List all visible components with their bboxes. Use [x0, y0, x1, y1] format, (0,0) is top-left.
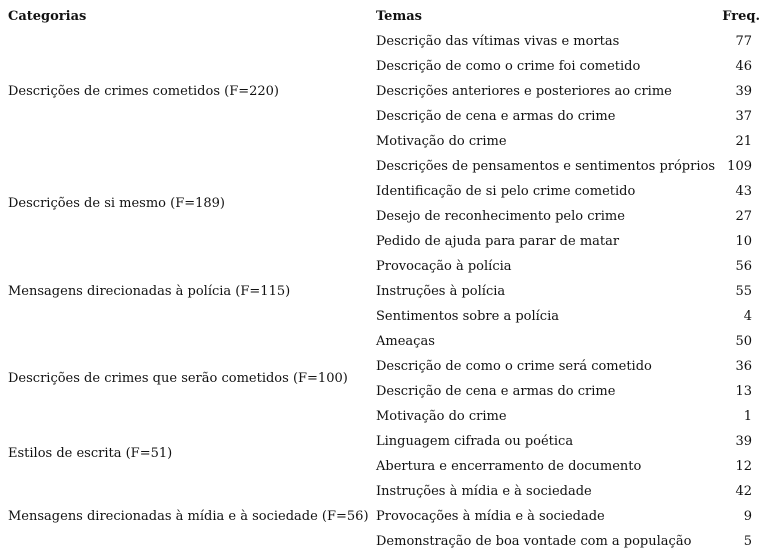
- table-row: [0, 129, 768, 154]
- table-header: [0, 0, 768, 30]
- table-row: [0, 204, 768, 229]
- freq-cell: 46: [735, 59, 752, 74]
- freq-cell: 4: [743, 309, 752, 324]
- table-row: [0, 304, 768, 329]
- freq-cell: 27: [735, 209, 752, 224]
- freq-cell: 109: [727, 159, 752, 174]
- tema-cell: Desejo de reconhecimento pelo crime: [376, 209, 625, 224]
- freq-cell: 36: [735, 359, 752, 374]
- tema-cell: Ameaças: [376, 334, 435, 349]
- category-label: Mensagens direcionadas à polícia (F=115): [8, 283, 291, 299]
- tema-cell: Descrição de como o crime será cometido: [376, 359, 652, 374]
- table-row: [0, 104, 768, 129]
- category-label: Mensagens direcionadas à mídia e à sociedade (F=56): [8, 508, 369, 524]
- tema-cell: Provocação à polícia: [376, 259, 512, 274]
- tema-cell: Sentimentos sobre a polícia: [376, 309, 559, 324]
- category-label: Descrições de crimes que serão cometidos (F=100): [8, 371, 348, 386]
- tema-cell: Motivação do crime: [376, 409, 507, 424]
- freq-cell: 43: [735, 184, 752, 199]
- table-row: [0, 379, 768, 404]
- freq-cell: 13: [735, 384, 752, 399]
- table-row: [0, 404, 768, 429]
- table-row: [0, 454, 768, 479]
- category-label: Descrições de si mesmo (F=189): [8, 196, 226, 211]
- table-row: [0, 354, 768, 379]
- table-row: [0, 429, 768, 461]
- freq-cell: 21: [735, 134, 752, 149]
- freq-cell: 9: [743, 509, 752, 524]
- table-row: [0, 529, 768, 554]
- tema-cell: Instruções à polícia: [376, 284, 506, 299]
- tema-cell: Pedido de ajuda para parar de matar: [376, 234, 620, 249]
- freq-cell: 50: [735, 334, 752, 349]
- freq-cell: 1: [743, 409, 752, 424]
- table-body: [0, 29, 768, 554]
- header-freq: Freq.: [722, 9, 760, 24]
- freq-cell: 12: [735, 459, 752, 474]
- tema-cell: Provocações à mídia e à sociedade: [376, 509, 605, 524]
- table-row: [0, 504, 768, 529]
- tema-cell: Descrições de pensamentos e sentimentos próprios: [376, 159, 715, 174]
- freq-cell: 56: [735, 259, 752, 274]
- tema-cell: Linguagem cifrada ou poética: [376, 434, 574, 449]
- table-row: [0, 279, 768, 304]
- freq-cell: 37: [735, 109, 752, 124]
- table-row: [0, 54, 768, 79]
- tema-cell: Instruções à mídia e à sociedade: [376, 484, 592, 499]
- tema-cell: Identificação de si pelo crime cometido: [376, 184, 636, 199]
- header-categorias: Categorias: [8, 9, 87, 24]
- freq-cell: 39: [735, 434, 752, 449]
- category-label: Descrições de crimes cometidos (F=220): [8, 83, 280, 99]
- table-row: [0, 229, 768, 254]
- tema-cell: Descrição das vítimas vivas e mortas: [376, 34, 620, 49]
- tema-cell: Demonstração de boa vontade com a população: [376, 534, 692, 549]
- freq-cell: 42: [735, 484, 752, 499]
- tema-cell: Abertura e encerramento de documento: [376, 459, 642, 474]
- table-row: [0, 79, 768, 104]
- freq-cell: 39: [735, 84, 752, 99]
- tema-cell: Descrição de cena e armas do crime: [376, 384, 616, 399]
- tema-cell: Motivação do crime: [376, 134, 507, 149]
- tema-cell: Descrição de cena e armas do crime: [376, 109, 616, 124]
- tema-cell: Descrições anteriores e posteriores ao crime: [376, 84, 672, 99]
- category-label: Estilos de escrita (F=51): [8, 446, 173, 461]
- freq-cell: 10: [735, 234, 752, 249]
- freq-cell: 5: [743, 534, 752, 549]
- freq-cell: 77: [735, 34, 752, 49]
- tema-cell: Descrição de como o crime foi cometido: [376, 59, 641, 74]
- header-temas: Temas: [376, 9, 422, 24]
- freq-cell: 55: [735, 284, 752, 299]
- table-row: [0, 179, 768, 204]
